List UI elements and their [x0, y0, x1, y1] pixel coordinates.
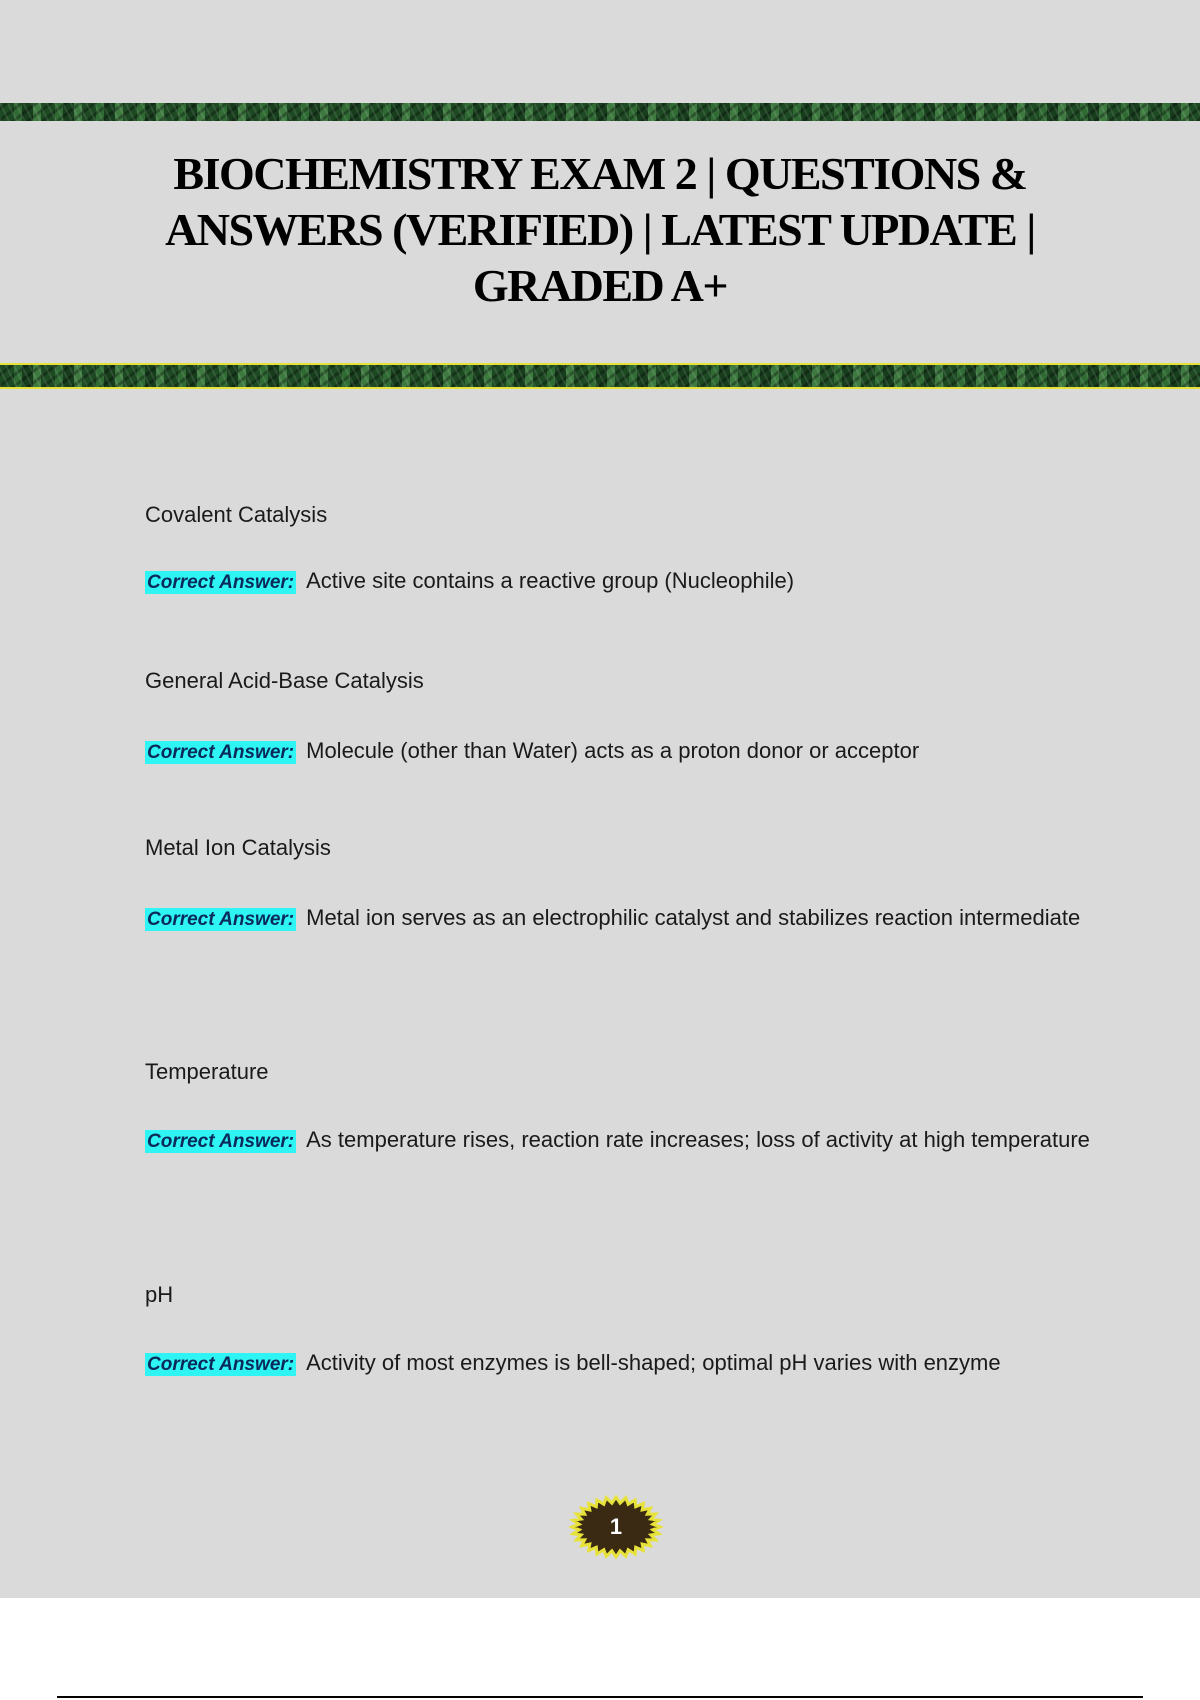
- answer-text: As temperature rises, reaction rate increases; loss of activity at high temperature: [306, 1127, 1090, 1152]
- question-text: Covalent Catalysis: [145, 502, 328, 527]
- footer-divider: [57, 1696, 1143, 1698]
- header-bottom-band: [0, 365, 1200, 387]
- correct-answer-label: Correct Answer:: [147, 1131, 295, 1152]
- question-text: Metal Ion Catalysis: [145, 835, 331, 860]
- document-title: BIOCHEMISTRY EXAM 2 | QUESTIONS & ANSWERS (VERIFIED) | LATEST UPDATE | GRADED A+: [165, 148, 1035, 311]
- answer-text: Molecule (other than Water) acts as a proton donor or acceptor: [306, 738, 920, 763]
- answer-block: [145, 553, 1095, 611]
- qa-item: [145, 1057, 1095, 1170]
- qa-item: [145, 666, 1095, 781]
- qa-item: [145, 500, 1095, 611]
- header-top-band: [0, 103, 1200, 121]
- answer-block: [145, 723, 1095, 781]
- qa-item: [145, 833, 1095, 948]
- qa-item: [145, 1280, 1095, 1393]
- answer-text: Activity of most enzymes is bell-shaped; optimal pH varies with enzyme: [306, 1350, 1001, 1375]
- answer-text: Active site contains a reactive group (Nucleophile): [306, 568, 795, 593]
- question-text: General Acid-Base Catalysis: [145, 668, 424, 693]
- correct-answer-label: Correct Answer:: [147, 742, 295, 763]
- page-number: 1: [609, 1514, 623, 1539]
- question-text: Temperature: [145, 1059, 269, 1084]
- answer-block: [145, 1112, 1095, 1170]
- correct-answer-label: Correct Answer:: [147, 909, 295, 930]
- answer-block: [145, 1335, 1095, 1393]
- correct-answer-label: Correct Answer:: [147, 572, 295, 593]
- answer-text: Metal ion serves as an electrophilic catalyst and stabilizes reaction intermediate: [306, 905, 1081, 930]
- correct-answer-label: Correct Answer:: [147, 1354, 295, 1375]
- answer-block: [145, 890, 1095, 948]
- question-text: pH: [145, 1282, 174, 1307]
